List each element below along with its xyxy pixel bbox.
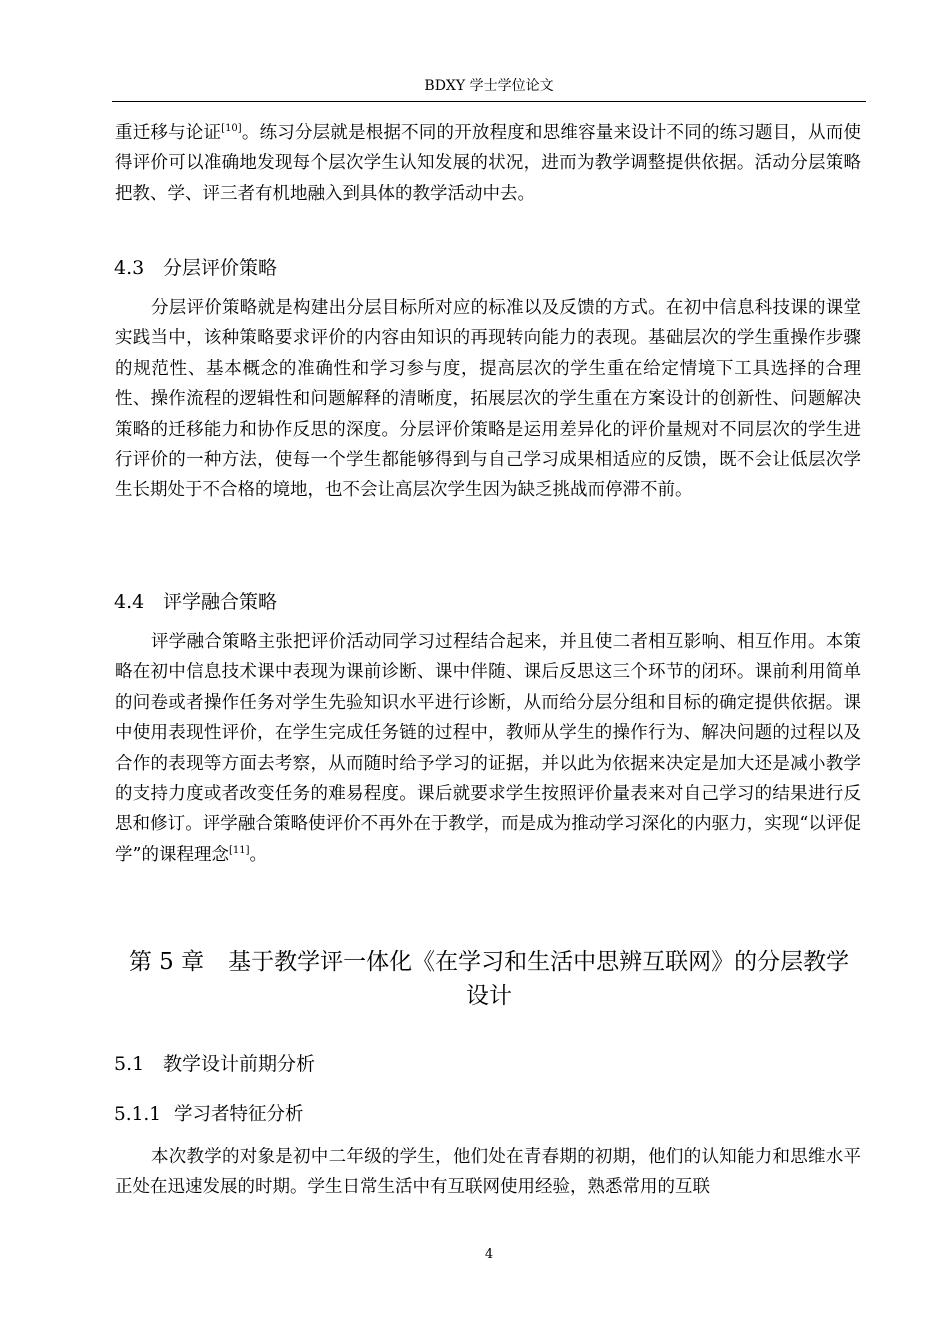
chapter-heading-5 xyxy=(112,945,866,1013)
header-rule xyxy=(112,101,866,102)
section-4-4-text-after-citation: 。 xyxy=(249,844,267,865)
section-heading-4-3 xyxy=(114,254,860,282)
section-title: 评学融合策略 xyxy=(163,591,278,613)
intro-text-after-citation: 。练习分层就是根据不同的开放程度和思维容量来设计不同的练习题目，从而使得评价可以准确地发现每个层次学生认知发展的状况，进而为教学调整提供依据。活动分层策略把教、学、评三者有机地融入到具体的教学活动中去。 xyxy=(115,123,862,204)
section-number: 4.4 xyxy=(114,591,145,613)
citation-10: [10] xyxy=(221,123,242,134)
section-4-4-paragraph xyxy=(115,627,861,870)
section-heading-4-4 xyxy=(114,588,860,616)
section-4-3-paragraph: 分层评价策略就是构建出分层目标所对应的标准以及反馈的方式。在初中信息科技课的课堂实践当中，该种策略要求评价的内容由知识的再现转向能力的表现。基础层次的学生重操作步骤的规范性、基本概念的准确性和学习参与度，提高层次的学生重在给定情境下工具选择的合理性、操作流程的逻辑性和问题解释的清晰度，拓展层次的学生重在方案设计的创新性、问题解决策略的迁移能力和协作反思的深度。分层评价策略是运用差异化的评价量规对不同层次的学生进行评价的一种方法，使每一个学生都能够得到与自己学习成果相适应的反馈，既不会让低层次学生长期处于不合格的境地，也不会让高层次学生因为缺乏挑战而停滞不前。 xyxy=(115,298,861,501)
subsection-number: 5.1.1 xyxy=(114,1104,162,1125)
running-header: BDXY 学士学位论文 xyxy=(424,78,554,94)
intro-text-before-citation: 重迁移与论证 xyxy=(115,123,222,143)
section-5-1-1-paragraph: 本次教学的对象是初中二年级的学生，他们处在青春期的初期，他们的认知能力和思维水平正处在迅速发展的时期。学生日常生活中有互联网使用经验，熟悉常用的互联 xyxy=(115,1147,861,1198)
section-title: 分层评价策略 xyxy=(163,257,278,279)
citation-11: [11] xyxy=(228,844,250,856)
section-number: 5.1 xyxy=(114,1053,145,1075)
subsection-heading-5-1-1 xyxy=(114,1101,860,1129)
page-number: 4 xyxy=(484,1247,494,1262)
subsection-title: 学习者特征分析 xyxy=(174,1104,304,1125)
section-title: 教学设计前期分析 xyxy=(163,1053,316,1075)
section-heading-5-1 xyxy=(114,1050,860,1078)
section-4-4-text-before-citation: 评学融合策略主张把评价活动同学习过程结合起来，并且使二者相互影响、相互作用。本策略在初中信息技术课中表现为课前诊断、课中伴随、课后反思这三个环节的闭环。课前利用简单的问卷或者操作任务对学生先验知识水平进行诊断，从而给分层分组和目标的确定提供依据。课中使用表现性评价，在学生完成任务链的过程中，教师从学生的操作行为、解决问题的过程以及合作的表现等方面去考察，从而随时给予学习的证据，并以此为依据来决定是加大还是减小教学的支持力度或者改变任务的难易程度。课后就要求学生按照评价量表来对自己学习的结果进行反思和修订。评学融合策略使评价不再外在于教学，而是成为推动学习深化的内驱力，实现“以评促学”的课程理念 xyxy=(115,632,861,865)
chapter-title-line-1 xyxy=(129,949,849,975)
section-number: 4.3 xyxy=(114,257,145,279)
chapter-number: 第 5 章 xyxy=(128,949,205,975)
chapter-title-line-2: 设计 xyxy=(466,983,512,1009)
intro-paragraph xyxy=(115,118,861,209)
chapter-title: 基于教学评一体化《在学习和生活中思辨互联网》的分层教学 xyxy=(228,949,850,975)
